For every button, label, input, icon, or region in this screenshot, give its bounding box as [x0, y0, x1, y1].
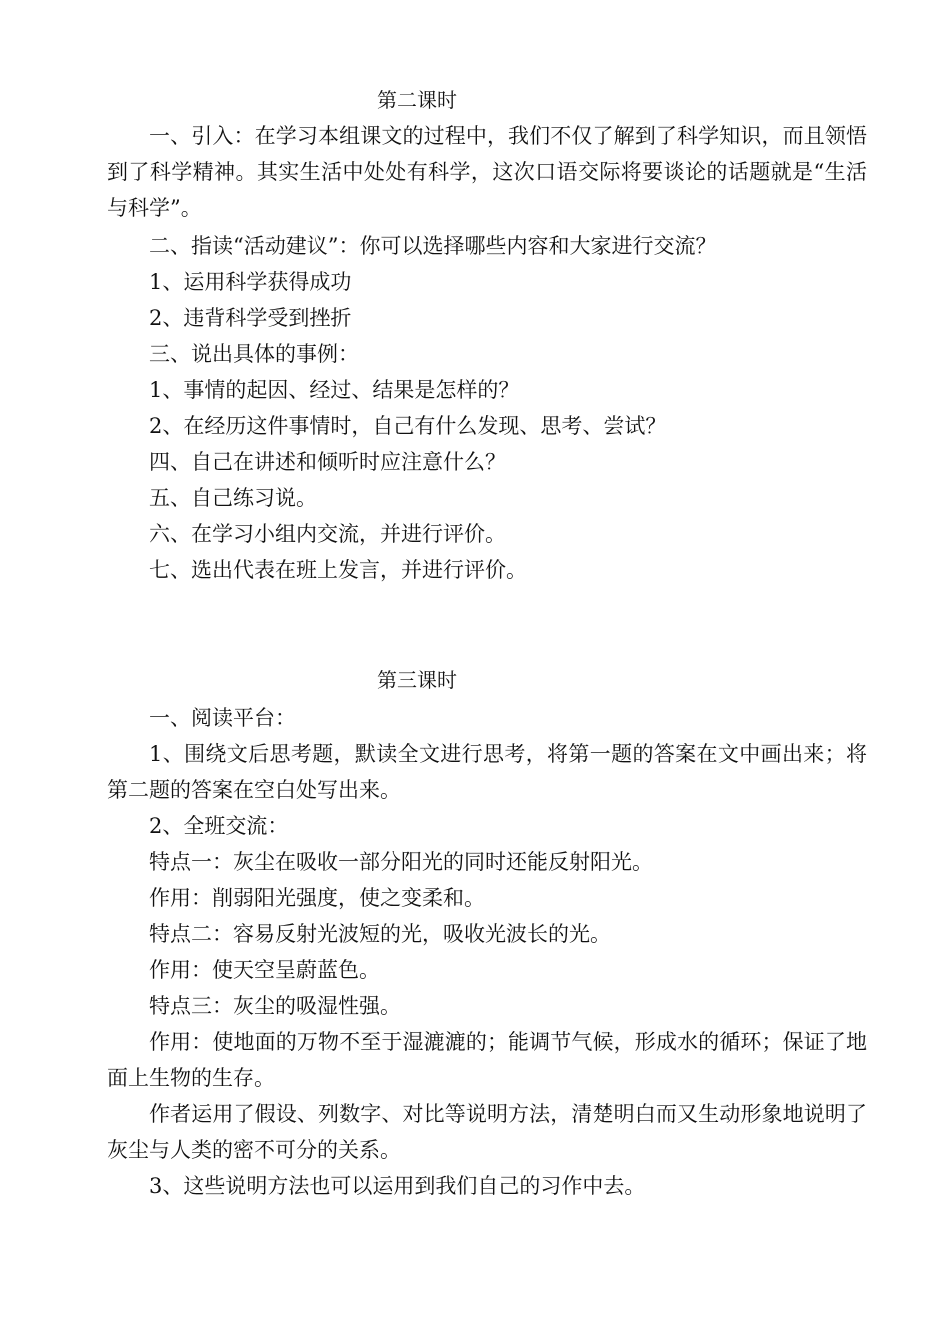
section-title-lesson-3: 第三课时 [377, 668, 457, 692]
paragraph-feature-1: 特点一：灰尘在吸收一部分阳光的同时还能反射阳光。 [149, 850, 653, 874]
paragraph-effect-2: 作用：使天空呈蔚蓝色。 [149, 958, 380, 982]
paragraph-reading-platform: 一、阅读平台： [149, 706, 296, 730]
paragraph-step-6: 六、在学习小组内交流，并进行评价。 [149, 522, 506, 546]
list-item: 2、违背科学受到挫折 [149, 306, 352, 330]
paragraph-intro: 一、引入：在学习本组课文的过程中，我们不仅了解到了科学知识，而且领悟到了科学精神。其实生活中处处有科学，这次口语交际将要谈论的话题就是“生活与科学”。 [107, 124, 867, 220]
paragraph-effect-3: 作用：使地面的万物不至于湿漉漉的；能调节气候，形成水的循环；保证了地面上生物的生存。 [107, 1030, 867, 1090]
paragraph-feature-2: 特点二：容易反射光波短的光，吸收光波长的光。 [149, 922, 611, 946]
paragraph-feature-3: 特点三：灰尘的吸湿性强。 [149, 994, 401, 1018]
list-item: 2、在经历这件事情时，自己有什么发现、思考、尝试？ [149, 414, 667, 438]
paragraph-examples: 三、说出具体的事例： [149, 342, 359, 366]
list-item: 1、事情的起因、经过、结果是怎样的？ [149, 378, 520, 402]
paragraph-reading-task: 1、围绕文后思考题，默读全文进行思考，将第一题的答案在文中画出来；将第二题的答案在空白处写出来。 [107, 742, 867, 802]
paragraph-step-7: 七、选出代表在班上发言，并进行评价。 [149, 558, 527, 582]
paragraph-step-5: 五、自己练习说。 [149, 486, 317, 510]
paragraph-application: 3、这些说明方法也可以运用到我们自己的习作中去。 [149, 1174, 646, 1198]
section-title-lesson-2: 第二课时 [377, 88, 457, 112]
paragraph-effect-1: 作用：削弱阳光强度，使之变柔和。 [149, 886, 485, 910]
paragraph-class-discussion: 2、全班交流： [149, 814, 289, 838]
list-item: 1、运用科学获得成功 [149, 270, 352, 294]
paragraph-activity-guide: 二、指读“活动建议”：你可以选择哪些内容和大家进行交流？ [149, 234, 717, 258]
paragraph-step-4: 四、自己在讲述和倾听时应注意什么？ [149, 450, 506, 474]
paragraph-summary: 作者运用了假设、列数字、对比等说明方法，清楚明白而又生动形象地说明了灰尘与人类的密不可分的关系。 [107, 1102, 867, 1162]
